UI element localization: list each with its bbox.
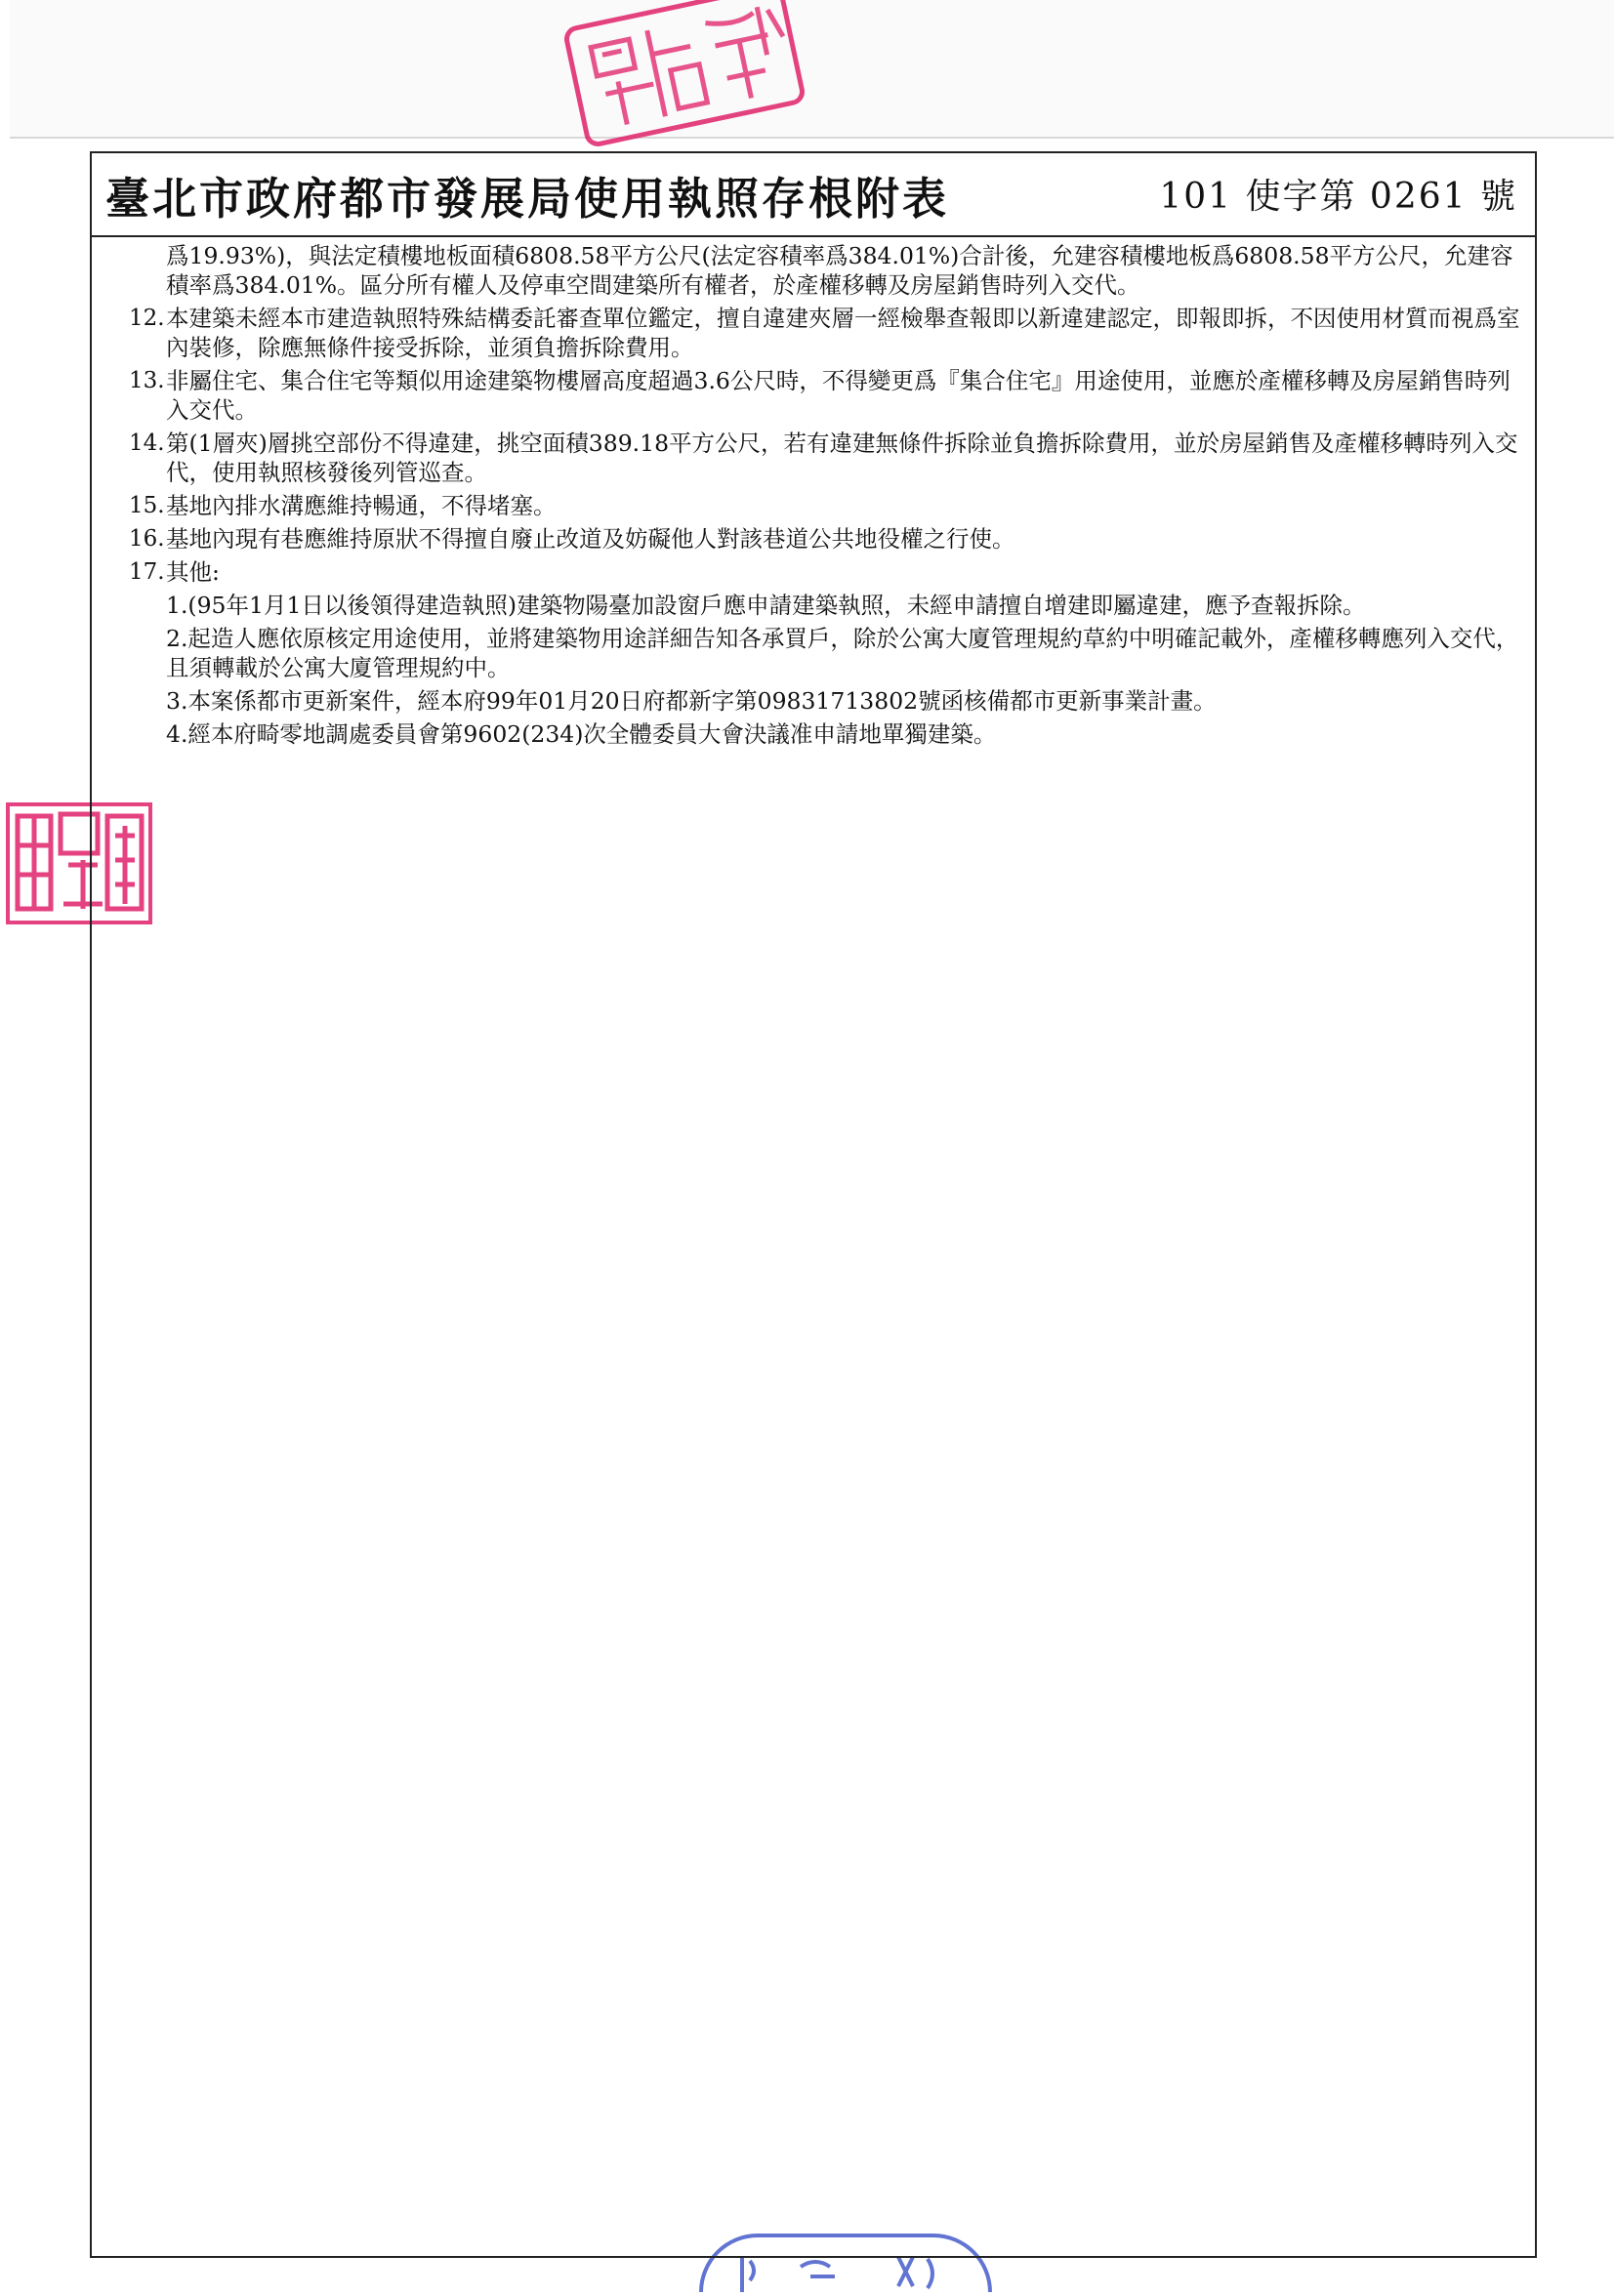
item-text: 第(1層夾)層挑空部份不得違建，挑空面積389.18平方公尺，若有違建無條件拆除並負擔拆除費用，並於房屋銷售及產權移轉時列入交代，使用執照核發後列管巡查。 [166,430,1518,486]
item-number: 12. [129,306,165,331]
item-text: 基地內排水溝應維持暢通，不得堵塞。 [166,492,557,519]
sub-item: 1.(95年1月1日以後領得建造執照)建築物陽臺加設窗戶應申請建築執照，未經申請擅自增建即屬違建，應予查報拆除。 [166,592,1366,619]
permit-table-frame [90,151,1537,2258]
list-item [129,429,1520,487]
item-number: 15. [129,493,165,518]
item-text: 非屬住宅、集合住宅等類似用途建築物樓層高度超過3.6公尺時，不得變更爲『集合住宅』用途使用，並應於產權移轉及房屋銷售時列入交代。 [166,367,1511,424]
document-title: 臺北市政府都市發展局使用執照存根附表 [105,173,950,225]
sub-item: 4.經本府畸零地調處委員會第9602(234)次全體委員大會決議准申請地單獨建築。 [166,720,997,748]
list-item [129,524,1520,554]
sub-item: 3.本案係都市更新案件，經本府99年01月20日府都新字第09831713802號函核備都市更新事業計畫。 [166,687,1217,715]
item-number: 13. [129,368,165,393]
list-item [129,491,1520,520]
title-row [92,153,1535,237]
permit-number: 101 使字第 0261 號 [1159,177,1517,217]
conditions-list [129,241,1520,753]
item-text: 基地內現有巷應維持原狀不得擅自廢止改道及妨礙他人對該巷道公共地役權之行使。 [166,525,1015,553]
list-item [129,366,1520,425]
sub-item: 2.起造人應依原核定用途使用，並將建築物用途詳細告知各承買戶，除於公寓大廈管理規約草約中明確記載外，產權移轉應列入交代，且須轉載於公寓大廈管理規約中。 [166,625,1519,681]
item-number: 16. [129,526,165,552]
continuation-text: 爲19.93%)，與法定積樓地板面積6808.58平方公尺(法定容積率爲384.01%)合計後，允建容積樓地板爲6808.58平方公尺，允建容積率爲384.01%。區分所有權人及停車空間建築所有權者，於產權移轉及房屋銷售時列入交代。 [166,242,1513,299]
item-number: 14. [129,430,165,456]
previous-page-strip [10,0,1614,139]
item-text: 本建築未經本市建造執照特殊結構委託審查單位鑑定，擅自違建夾層一經檢舉查報即以新違建認定，即報即拆，不因使用材質而視爲室內裝修，除應無條件接受拆除，並須負擔拆除費用。 [166,305,1520,361]
item-text: 其他: [166,558,220,586]
item-number: 17. [129,559,165,585]
list-item [129,557,1520,587]
list-item [129,304,1520,362]
